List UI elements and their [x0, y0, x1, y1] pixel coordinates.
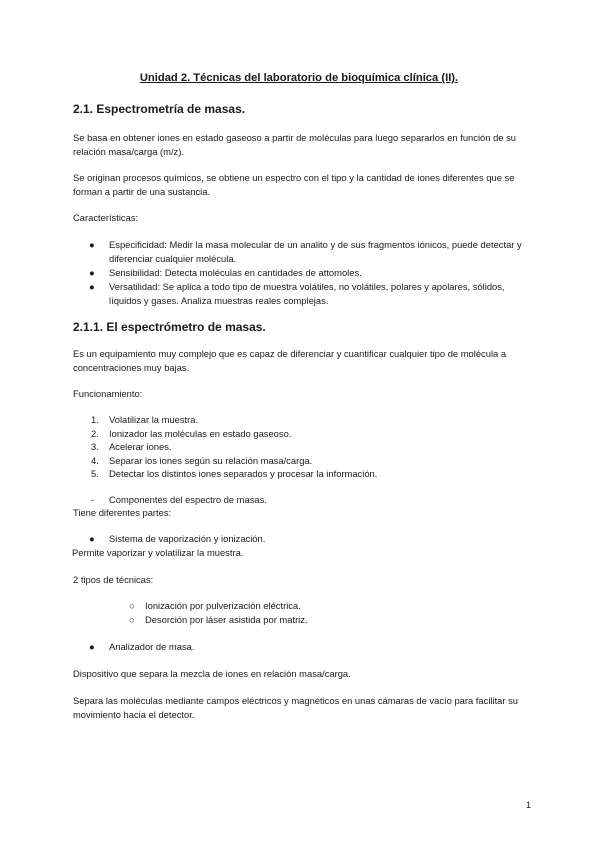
step-number: 5.	[91, 468, 99, 479]
list-item: Detectar los distintos iones separados y procesar la información.	[109, 468, 378, 479]
step-number: 1.	[91, 414, 99, 425]
tecnicas-label: 2 tipos de técnicas:	[73, 574, 154, 585]
page-number: 1	[526, 800, 532, 810]
list-item: Ionización por pulverización eléctrica.	[145, 600, 301, 611]
list-item: Volatilizar la muestra.	[109, 414, 199, 425]
section-heading-2-1: 2.1. Espectrometría de masas.	[73, 102, 246, 116]
paragraph: Tiene diferentes partes:	[73, 507, 172, 518]
bullet-marker: ●	[89, 641, 95, 652]
list-item: Componentes del espectro de masas.	[109, 494, 267, 505]
document-title: Unidad 2. Técnicas del laboratorio de bioquímica clínica (II).	[139, 72, 459, 84]
list-item: Versatilidad: Se aplica a todo tipo de muestra volátiles, no volátiles, polares y apolares, sólidos, líquidos y gases. Analiza muestras reales complejas.	[109, 281, 505, 306]
bullet-marker: ●	[89, 281, 95, 292]
paragraph: Es un equipamiento muy complejo que es capaz de diferenciar y cuantificar cualquier tipo de molécula a concentraciones muy bajas.	[73, 348, 507, 373]
caracteristicas-label: Características:	[73, 212, 139, 223]
list-item: Sistema de vaporización y ionización.	[109, 533, 266, 544]
section-heading-2-1-1: 2.1.1. El espectrómetro de masas.	[73, 320, 266, 334]
dash-marker: -	[91, 494, 95, 505]
paragraph: Se originan procesos químicos, se obtiene un espectro con el tipo y la cantidad de iones diferentes que se forman a partir de una sustancia.	[73, 172, 515, 197]
list-item: Ionizador las moléculas en estado gaseoso.	[109, 428, 292, 439]
list-item: Sensibilidad: Detecta moléculas en cantidades de attomoles.	[109, 267, 362, 278]
paragraph: Dispositivo que separa la mezcla de iones en relación masa/carga.	[73, 668, 351, 679]
funcionamiento-label: Funcionamiento:	[73, 388, 143, 399]
list-item: Analizador de masa.	[109, 641, 195, 652]
bullet-marker: ●	[89, 239, 95, 250]
circle-marker: ○	[129, 600, 135, 611]
step-number: 4.	[91, 455, 99, 466]
bullet-marker: ●	[89, 533, 95, 544]
circle-marker: ○	[129, 614, 135, 625]
paragraph: Separa las moléculas mediante campos eléctricos y magnéticos en unas cámaras de vacío para facilitar su movimiento hacia el detector.	[73, 695, 519, 720]
step-number: 2.	[91, 428, 99, 439]
list-item: Acelerar iones.	[109, 441, 172, 452]
bullet-marker: ●	[89, 267, 95, 278]
paragraph: Se basa en obtener iones en estado gaseoso a partir de moléculas para luego separarlos en función de su relación masa/carga (m/z).	[73, 132, 517, 157]
list-item: Especificidad: Medir la masa molecular de un analito y de sus fragmentos iónicos, puede detectar y diferenciar cualquier molécula.	[109, 239, 522, 264]
step-number: 3.	[91, 441, 99, 452]
paragraph: Permite vaporizar y volatilizar la muestra.	[72, 547, 244, 558]
list-item: Separar los iones según su relación masa/carga.	[109, 455, 313, 466]
list-item: Desorción por láser asistida por matriz.	[145, 614, 308, 625]
